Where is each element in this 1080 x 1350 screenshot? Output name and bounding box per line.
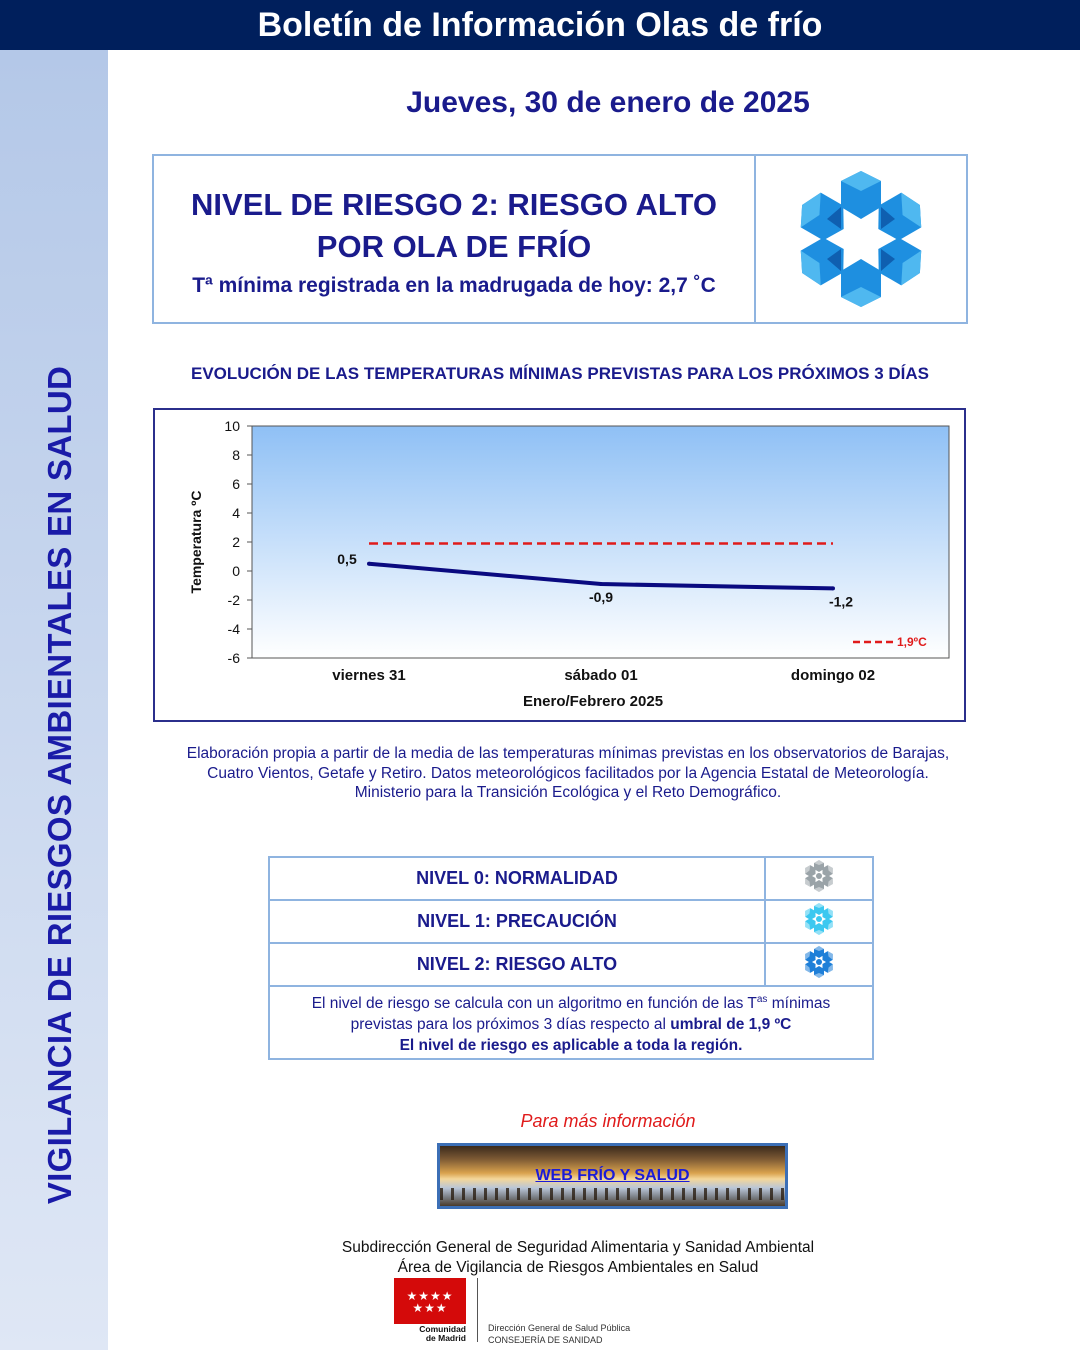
level-row [269, 900, 873, 943]
logo-department [488, 1322, 630, 1346]
y-tick-label: -4 [227, 621, 240, 637]
y-tick-label: 8 [232, 447, 240, 463]
footer-line2: Área de Vigilancia de Riesgos Ambientales en Salud [397, 1259, 759, 1276]
x-tick-label: viernes 31 [332, 667, 406, 684]
y-tick-label: -2 [227, 592, 240, 608]
level-0-label: NIVEL 0: NORMALIDAD [269, 857, 765, 900]
data-label: -1,2 [828, 593, 854, 610]
web-frio-salud-link[interactable]: WEB FRÍO Y SALUD [535, 1167, 690, 1184]
footer-line1: Subdirección General de Seguridad Alimentaria y Sanidad Ambiental [341, 1239, 815, 1256]
logo-divider [477, 1278, 478, 1342]
bulletin-header: Boletín de Información Olas de frío [0, 0, 1080, 50]
chart-section-title: EVOLUCIÓN DE LAS TEMPERATURAS MÍNIMAS PREVISTAS PARA LOS PRÓXIMOS 3 DÍAS [191, 364, 929, 383]
x-tick-label: domingo 02 [790, 667, 876, 684]
levels-note-line2-text: previstas para los próximos 3 días respecto al [350, 1016, 671, 1034]
levels-note-row [269, 986, 873, 1059]
temperature-chart-svg [155, 410, 964, 720]
risk-level-text [154, 156, 756, 322]
logo-name-line1: Comunidad [419, 1324, 466, 1334]
temperature-chart [153, 408, 966, 722]
snowflake-blue-icon [801, 944, 837, 980]
logo-name-line2: de Madrid [425, 1333, 466, 1343]
sidebar-title: VIGILANCIA DE RIESGOS AMBIENTALES EN SALUD [41, 365, 78, 1205]
level-row [269, 857, 873, 900]
logo-dept-line2: CONSEJERÍA DE SANIDAD [488, 1335, 603, 1345]
level-2-icon-cell [765, 943, 873, 986]
source-note [140, 744, 996, 803]
bulletin-date: Jueves, 30 de enero de 2025 [406, 86, 810, 119]
y-tick-label: -6 [227, 650, 240, 666]
y-tick-label: 4 [232, 505, 240, 521]
level-0-icon-cell [765, 857, 873, 900]
snowflake-gray-icon [801, 858, 837, 894]
y-tick-label: 2 [232, 534, 240, 550]
data-label: -0,9 [588, 589, 614, 606]
y-tick-label: 10 [224, 418, 240, 434]
level-2-label: NIVEL 2: RIESGO ALTO [269, 943, 765, 986]
more-info-label: Para más información [520, 1111, 696, 1131]
risk-levels-table [268, 856, 874, 1060]
levels-note [269, 986, 873, 1059]
y-tick-label: 6 [232, 476, 240, 492]
madrid-stars: ★★★★ ★★★ [406, 1289, 454, 1315]
data-point [599, 582, 603, 586]
logo-dept-line1: Dirección General de Salud Pública [488, 1323, 631, 1333]
y-axis-label: Temperatura ºC [188, 490, 204, 594]
logo-name [394, 1325, 466, 1343]
risk-icon-cell [756, 156, 966, 322]
levels-note-line1-end: mínimas [767, 995, 831, 1013]
min-temp-registered: Tª mínima registrada en la madrugada de hoy: 2,7 ˚C [192, 274, 716, 297]
plot-area [252, 426, 949, 658]
comunidad-madrid-logo [394, 1278, 724, 1346]
x-axis-label: Enero/Febrero 2025 [522, 693, 664, 710]
source-note-line1: Elaboración propia a partir de la media de las temperaturas mínimas previstas en los observatorios de Barajas, [186, 745, 950, 762]
sidebar [0, 50, 108, 1350]
madrid-flag [394, 1278, 466, 1324]
x-tick-label: sábado 01 [564, 667, 638, 684]
snowflake-lightblue-icon [801, 901, 837, 937]
source-note-line2: Cuatro Vientos, Getafe y Retiro. Datos meteorológicos facilitados por la Agencia Estatal de Meteorología. [207, 764, 929, 782]
levels-note-line1-text: El nivel de riesgo se calcula con un algoritmo en función de las T [311, 995, 757, 1013]
data-point [367, 562, 371, 566]
levels-note-superscript: as [756, 994, 768, 1005]
level-row [269, 943, 873, 986]
web-frio-salud-banner[interactable] [437, 1143, 788, 1209]
levels-note-line3: El nivel de riesgo es aplicable a toda la región. [399, 1037, 743, 1055]
levels-note-line1 [278, 989, 864, 1014]
risk-title-line1: NIVEL DE RIESGO 2: RIESGO ALTO [191, 187, 717, 222]
footer-text [108, 1238, 1048, 1278]
data-label: 0,5 [337, 550, 357, 567]
snowflake-icon [786, 164, 936, 314]
threshold-legend-label: 1,9ºC [897, 635, 927, 649]
level-1-icon-cell [765, 900, 873, 943]
levels-note-line2 [278, 1014, 864, 1035]
source-note-line3: Ministerio para la Transición Ecológica y el Reto Demográfico. [354, 784, 782, 801]
risk-title-line2: POR OLA DE FRÍO [316, 229, 592, 264]
threshold-value: umbral de 1,9 ºC [670, 1016, 792, 1034]
y-tick-label: 0 [232, 563, 240, 579]
risk-level-box [152, 154, 968, 324]
data-point [831, 586, 835, 590]
level-1-label: NIVEL 1: PRECAUCIÓN [269, 900, 765, 943]
